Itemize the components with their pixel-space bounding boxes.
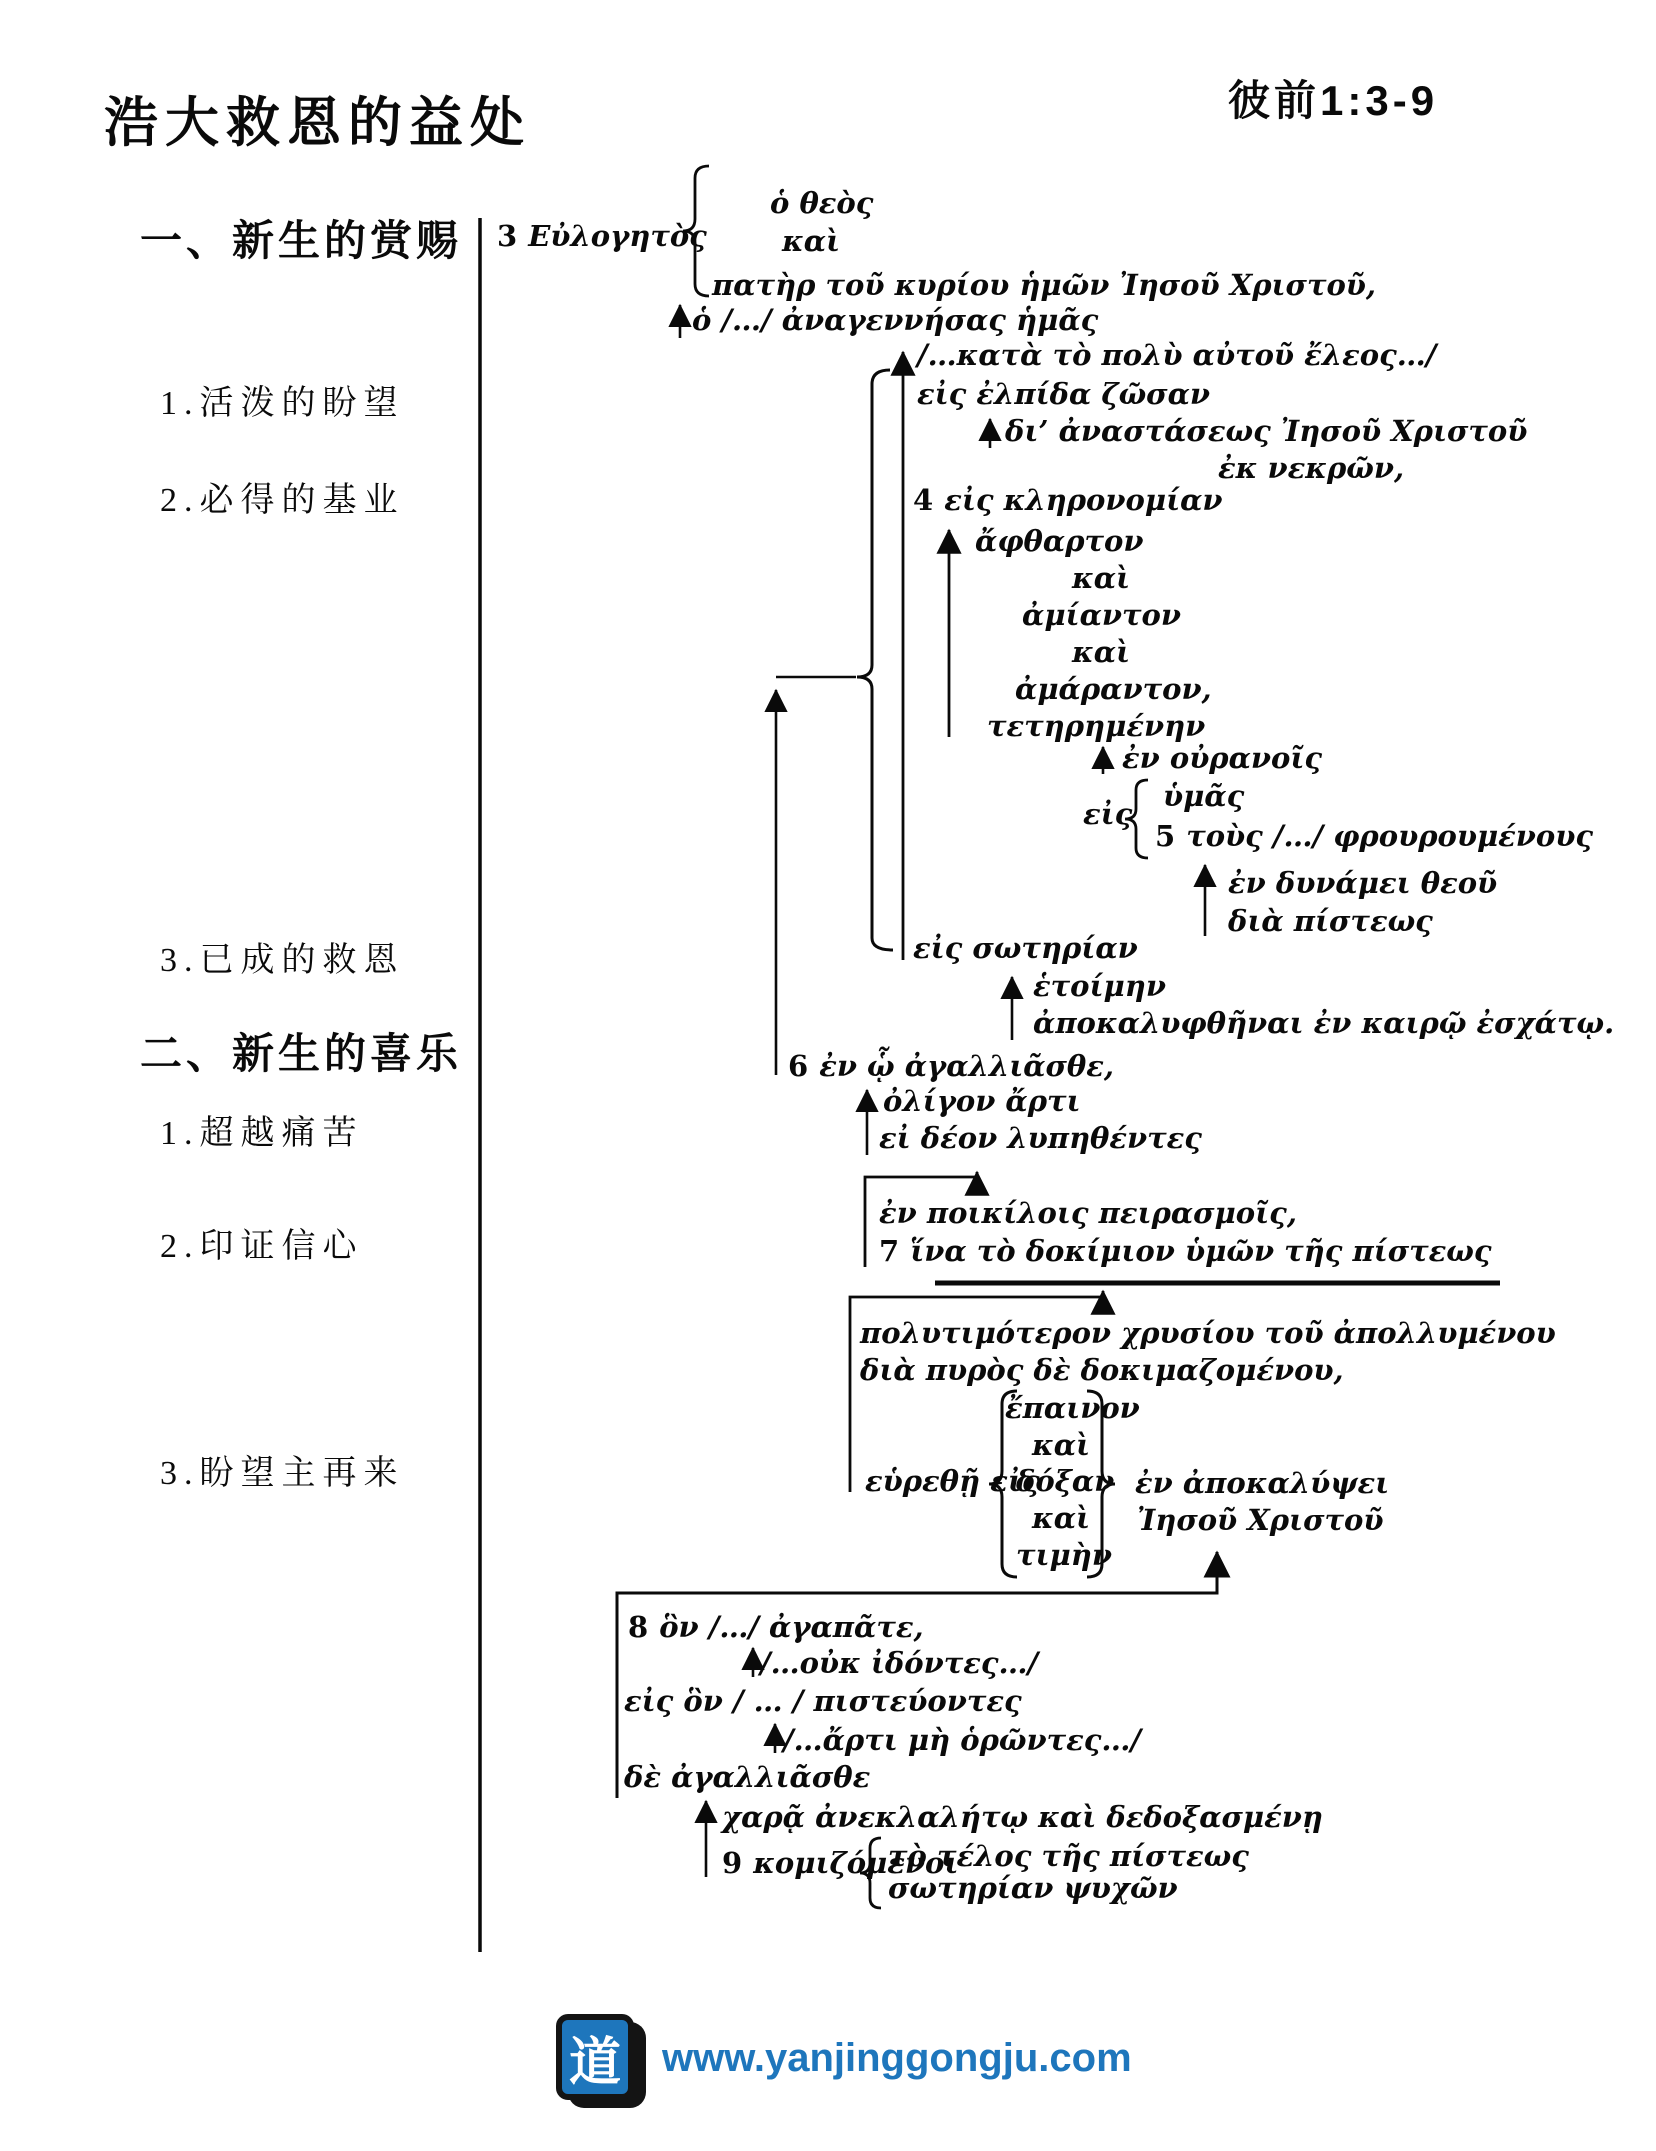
greek-line xyxy=(1016,1464,1114,1499)
greek-text: Ἰησοῦ Χριστοῦ xyxy=(1137,1503,1384,1537)
greek-line xyxy=(913,483,1223,518)
outline-section-2: 二、新生的喜乐 xyxy=(140,1030,463,1077)
greek-text: εἰ δέον λυπηθέντες xyxy=(879,1121,1202,1155)
outline-item: 2.印证信心 xyxy=(160,1228,364,1265)
verse-number: 9 xyxy=(722,1846,743,1880)
greek-text: ὁ θεὸς xyxy=(770,186,874,220)
greek-line xyxy=(1015,672,1212,707)
greek-text: εἰς ἐλπίδα ζῶσαν xyxy=(917,377,1211,411)
greek-line xyxy=(975,524,1143,559)
greek-text: ἑτοίμην xyxy=(1033,969,1166,1003)
greek-text: καὶ xyxy=(782,224,841,258)
greek-line xyxy=(1032,1501,1090,1536)
greek-text: διὰ πίστεως xyxy=(1228,904,1433,938)
greek-line xyxy=(497,219,707,254)
greek-line xyxy=(913,931,1138,966)
greek-line xyxy=(722,1800,1323,1835)
greek-line xyxy=(712,268,1376,303)
greek-line xyxy=(788,1049,1114,1084)
greek-line xyxy=(1032,1428,1090,1463)
greek-text: εἰς σωτηρίαν xyxy=(913,931,1138,965)
dao-character: 道 xyxy=(568,2031,621,2093)
greek-line xyxy=(879,1234,1492,1269)
greek-text: τιμὴν xyxy=(1016,1538,1112,1572)
greek-line xyxy=(1022,598,1181,633)
greek-text: δόξαν xyxy=(1016,1464,1115,1498)
greek-line xyxy=(1033,1006,1614,1041)
greek-line xyxy=(782,224,840,259)
greek-line xyxy=(883,1084,1081,1119)
greek-line xyxy=(888,1839,1249,1874)
greek-text: καὶ xyxy=(1032,1501,1091,1535)
greek-line xyxy=(1228,866,1497,901)
greek-line xyxy=(692,303,1098,338)
greek-line xyxy=(1163,779,1244,814)
site-logo-icon xyxy=(556,2014,652,2110)
outline-item: 1.活泼的盼望 xyxy=(160,385,405,422)
greek-text: ἵνα τὸ δοκίμιον ὑμῶν τῆς πίστεως xyxy=(910,1234,1492,1268)
greek-line xyxy=(1016,1538,1112,1573)
greek-line xyxy=(1155,819,1593,854)
greek-line xyxy=(917,377,1210,412)
greek-text: δι’ ἀναστάσεως Ἰησοῦ Χριστοῦ xyxy=(1005,414,1528,448)
verse-number: 8 xyxy=(628,1610,649,1644)
greek-text: /…κατὰ τὸ πολὺ αὐτοῦ ἔλεος…/ xyxy=(917,338,1437,372)
greek-line xyxy=(1135,1466,1389,1501)
greek-line xyxy=(624,1760,870,1795)
greek-text: σωτηρίαν ψυχῶν xyxy=(888,1871,1178,1905)
greek-text: εἰς κληρονομίαν xyxy=(944,483,1223,517)
page-title: 浩大救恩的益处 xyxy=(104,93,531,153)
greek-line xyxy=(1005,414,1527,449)
greek-text: εἰς xyxy=(1083,797,1133,831)
brace-tall xyxy=(857,370,893,950)
greek-line xyxy=(865,1464,1040,1499)
greek-text: ὃν /…/ ἀγαπᾶτε, xyxy=(659,1610,924,1644)
greek-line xyxy=(1137,1503,1383,1538)
greek-line xyxy=(783,1723,1141,1758)
greek-text: ἄφθαρτον xyxy=(975,524,1144,558)
greek-text: τετηρημένην xyxy=(987,709,1206,743)
greek-text: ἐν ποικίλοις πειρασμοῖς, xyxy=(879,1196,1297,1230)
greek-line xyxy=(860,1316,1556,1351)
greek-line xyxy=(1072,635,1130,670)
outline-item: 1.超越痛苦 xyxy=(160,1115,364,1152)
greek-text: δὲ ἀγαλλιᾶσθε xyxy=(624,1760,871,1794)
greek-text: ἐν ᾧ ἀγαλλιᾶσθε, xyxy=(819,1049,1114,1083)
greek-line xyxy=(760,1646,1038,1681)
greek-text: ἀμάραντον, xyxy=(1015,672,1212,706)
greek-line xyxy=(1228,904,1433,939)
greek-text: /…οὐκ ἰδόντες…/ xyxy=(760,1646,1039,1680)
outline-item: 2.必得的基业 xyxy=(160,482,405,519)
greek-text: ἐν δυνάμει θεοῦ xyxy=(1228,866,1498,900)
greek-line xyxy=(917,338,1436,373)
greek-text: πολυτιμότερον χρυσίου τοῦ ἀπολλυμένου xyxy=(860,1316,1556,1350)
greek-text: ἐκ νεκρῶν, xyxy=(1218,451,1405,485)
greek-line xyxy=(860,1353,1344,1388)
greek-line xyxy=(879,1196,1297,1231)
greek-text: ἀμίαντον xyxy=(1022,598,1181,632)
greek-line xyxy=(1033,969,1166,1004)
greek-text: ἔπαινον xyxy=(1005,1391,1140,1425)
greek-text: διὰ πυρὸς δὲ δοκιμαζομένου, xyxy=(860,1353,1344,1387)
greek-line xyxy=(888,1871,1178,1906)
greek-line xyxy=(987,709,1205,744)
verse-number: 6 xyxy=(788,1049,809,1083)
greek-line xyxy=(1072,561,1130,596)
greek-text: ὑμᾶς xyxy=(1163,779,1245,813)
greek-text: καὶ xyxy=(1072,561,1131,595)
greek-text: ὀλίγον ἄρτι xyxy=(883,1084,1081,1118)
greek-text: καὶ xyxy=(1032,1428,1091,1462)
outline-item: 3.盼望主再来 xyxy=(160,1455,405,1492)
greek-line xyxy=(1122,741,1322,776)
greek-text: ἐν ἀποκαλύψει xyxy=(1135,1466,1390,1500)
greek-line xyxy=(770,186,873,221)
greek-text: /…ἄρτι μὴ ὁρῶντες…/ xyxy=(783,1723,1141,1757)
verse-number: 5 xyxy=(1155,819,1176,853)
verse-number: 3 xyxy=(497,219,518,253)
greek-line xyxy=(624,1684,1022,1719)
greek-line xyxy=(879,1121,1202,1156)
greek-line xyxy=(628,1610,924,1645)
verse-number: 4 xyxy=(913,483,934,517)
greek-text: χαρᾷ ἀνεκλαλήτῳ καὶ δεδοξασμένῃ xyxy=(722,1800,1323,1834)
greek-line xyxy=(1005,1391,1140,1426)
book-cover xyxy=(556,2014,634,2100)
greek-text: ἀποκαλυφθῆναι ἐν καιρῷ ἐσχάτῳ. xyxy=(1033,1006,1615,1040)
greek-text: τοὺς /…/ φρουρουμένους xyxy=(1186,819,1594,853)
greek-text: ἐν οὐρανοῖς xyxy=(1122,741,1323,775)
greek-text: εὑρεθῇ εἰς xyxy=(865,1464,1040,1498)
greek-text: ὁ /…/ ἀναγεννήσας ἡμᾶς xyxy=(692,303,1099,337)
verse-number: 7 xyxy=(879,1234,900,1268)
outline-item: 3.已成的救恩 xyxy=(160,942,405,979)
greek-text: Εὐλογητὸς xyxy=(528,219,707,253)
greek-text: τὸ τέλος τῆς πίστεως xyxy=(888,1839,1249,1873)
greek-text: εἰς ὃν / … / πιστεύοντες xyxy=(624,1684,1022,1718)
footer-url[interactable]: www.yanjinggongju.com xyxy=(662,2036,1132,2080)
verse-reference: 彼前1:3-9 xyxy=(1228,77,1439,124)
greek-text: κομιζόμενοι xyxy=(753,1846,959,1880)
greek-line xyxy=(1083,797,1132,832)
greek-text: καὶ xyxy=(1072,635,1131,669)
outline-section-1: 一、新生的赏赐 xyxy=(140,217,463,264)
greek-text: πατὴρ τοῦ κυρίου ἡμῶν Ἰησοῦ Χριστοῦ, xyxy=(712,268,1377,302)
greek-line xyxy=(1218,451,1404,486)
